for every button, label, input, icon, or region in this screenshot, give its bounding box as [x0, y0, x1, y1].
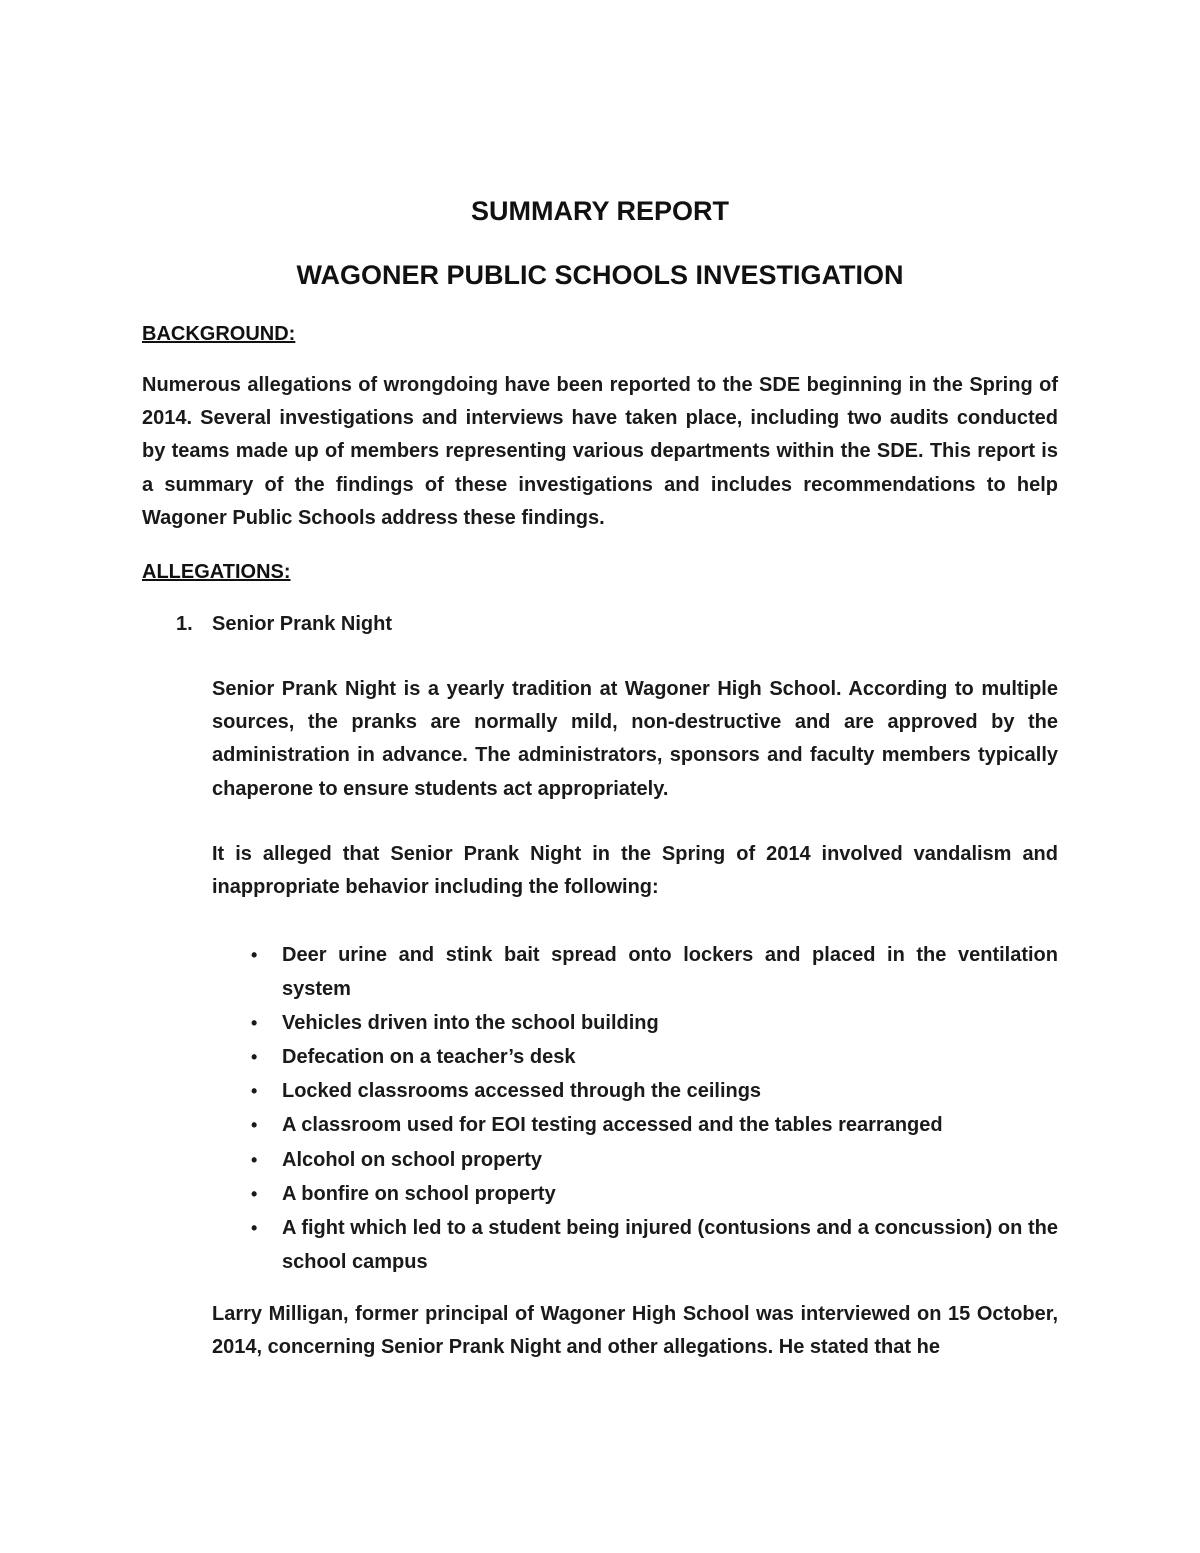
- background-paragraph: Numerous allegations of wrongdoing have been reported to the SDE beginning in the Spring of 2014. Several investigations and interviews have taken place, including two audits conducted by teams made up of members representing various departments within the SDE. This report is a summary of the findings of these investigations and includes recommendations to help Wagoner Public Schools address these findings.: [142, 374, 1058, 529]
- allegation-title: Senior Prank Night: [212, 613, 393, 635]
- bullet-dot-icon: •: [251, 1149, 258, 1170]
- allegations-heading: ALLEGATIONS:: [142, 561, 291, 583]
- bullet-item: [248, 1109, 1058, 1143]
- bullet-text: A classroom used for EOI testing accessed and the tables rearranged: [282, 1114, 943, 1137]
- bullet-text: Deer urine and stink bait spread onto lockers and placed in the ventilation system: [282, 944, 1058, 1000]
- bullet-dot-icon: •: [251, 1217, 258, 1238]
- report-subtitle: WAGONER PUBLIC SCHOOLS INVESTIGATION: [296, 260, 904, 290]
- allegation-item-1-title: [176, 608, 392, 641]
- report-title: SUMMARY REPORT: [470, 196, 730, 226]
- allegation-number: 1.: [176, 613, 193, 635]
- background-heading: BACKGROUND:: [142, 323, 296, 345]
- bullet-item: [248, 1007, 1058, 1041]
- bullet-text: Vehicles driven into the school building: [282, 1011, 659, 1034]
- bullet-text: Alcohol on school property: [282, 1148, 543, 1171]
- bullet-item: [248, 1075, 1058, 1109]
- bullet-item: [248, 939, 1058, 1006]
- bullet-item: [248, 1144, 1058, 1178]
- milligan-interview-paragraph: Larry Milligan, former principal of Wagoner High School was interviewed on 15 October, 2014, concerning Senior Prank Night and other allegations. He stated that he: [212, 1303, 1058, 1359]
- bullet-text: A fight which led to a student being injured (contusions and a concussion) on the school campus: [282, 1216, 1058, 1273]
- bullet-dot-icon: •: [251, 1081, 258, 1102]
- bullet-text: Locked classrooms accessed through the ceilings: [282, 1080, 762, 1103]
- bullet-dot-icon: •: [251, 945, 258, 965]
- prank-night-description: Senior Prank Night is a yearly tradition at Wagoner High School. According to multiple sources, the pranks are normally mild, non-destructive and are approved by the administration in advance. The administrators, sponsors and faculty members typically chaperone to ensure students act appropriately.: [212, 678, 1058, 800]
- allegation-bullet-list: [248, 939, 1058, 1280]
- bullet-dot-icon: •: [251, 1046, 258, 1067]
- bullet-item: [248, 1212, 1058, 1279]
- bullet-item: [248, 1178, 1058, 1212]
- bullet-item: [248, 1041, 1058, 1075]
- bullet-dot-icon: •: [251, 1183, 258, 1204]
- prank-night-allegation-intro: It is alleged that Senior Prank Night in the Spring of 2014 involved vandalism and inappropriate behavior including the following:: [212, 843, 1058, 899]
- bullet-text: Defecation on a teacher’s desk: [282, 1045, 576, 1068]
- bullet-dot-icon: •: [251, 1012, 258, 1033]
- bullet-dot-icon: •: [251, 1115, 258, 1136]
- bullet-text: A bonfire on school property: [282, 1182, 556, 1205]
